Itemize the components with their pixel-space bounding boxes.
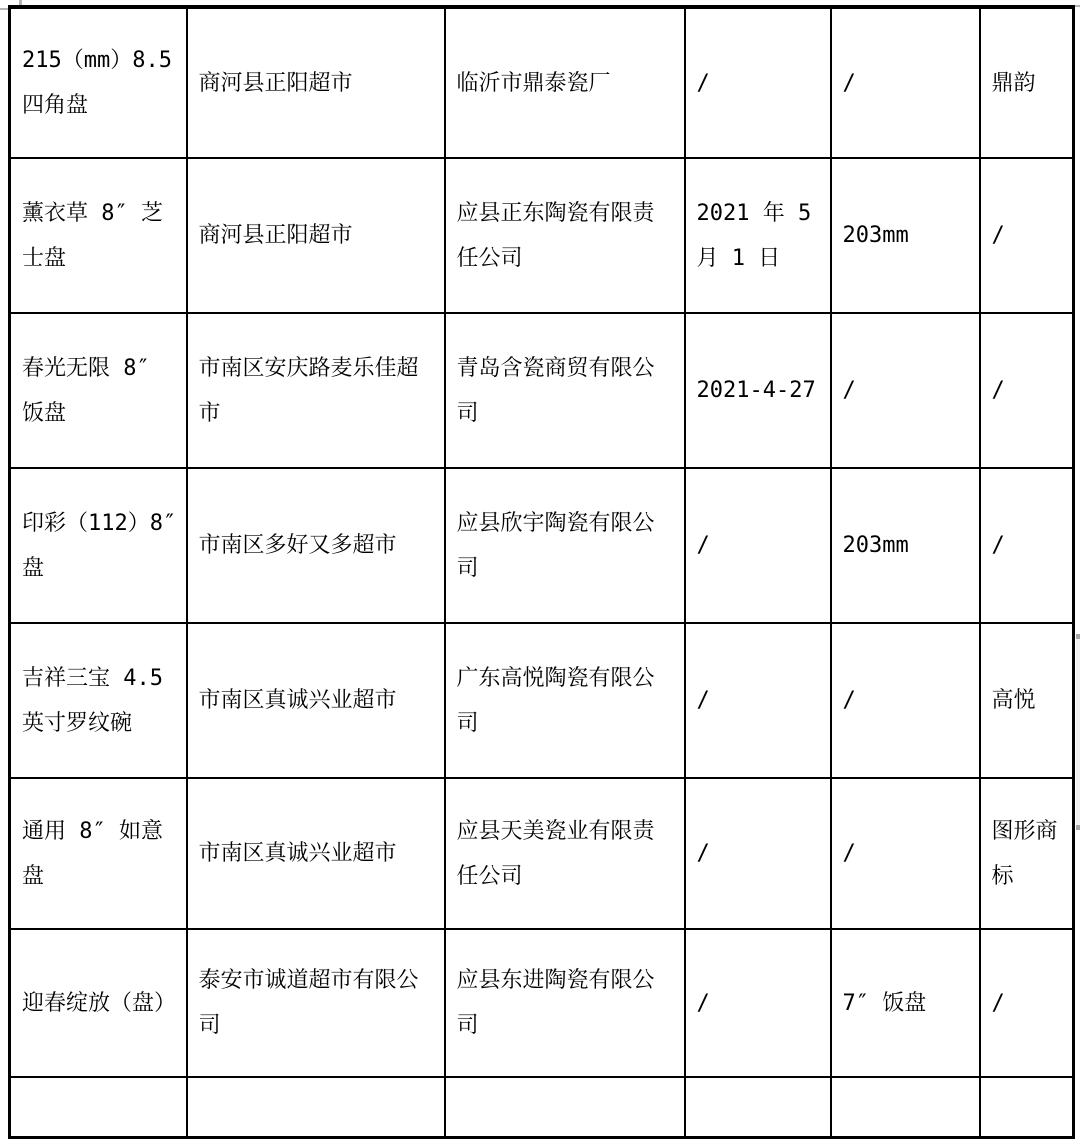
table-cell: 市南区多好又多超市 <box>187 468 445 623</box>
table-cell: 市南区真诚兴业超市 <box>187 778 445 929</box>
table-cell: 市南区真诚兴业超市 <box>187 623 445 778</box>
table-cell: / <box>685 623 831 778</box>
table-cell: 临沂市鼎泰瓷厂 <box>445 7 685 158</box>
table-row <box>10 7 1074 158</box>
table-cell: 迎春绽放（盘） <box>10 929 187 1077</box>
table-cell <box>831 1077 980 1137</box>
table-cell: 应县天美瓷业有限责任公司 <box>445 778 685 929</box>
table-cell: / <box>831 7 980 158</box>
table-cell: 薰衣草 8″ 芝士盘 <box>10 158 187 313</box>
table-row <box>10 1077 1074 1137</box>
table-cell <box>980 1077 1074 1137</box>
table-cell: / <box>685 929 831 1077</box>
table-cell: 鼎韵 <box>980 7 1074 158</box>
table-body <box>10 7 1074 1137</box>
table-cell: / <box>685 468 831 623</box>
table-cell: 203mm <box>831 468 980 623</box>
table-row <box>10 313 1074 468</box>
table-row <box>10 468 1074 623</box>
scrollbar-track[interactable] <box>1076 0 1080 1096</box>
table-cell: 通用 8″ 如意盘 <box>10 778 187 929</box>
table-cell: 7″ 饭盘 <box>831 929 980 1077</box>
table-cell <box>685 1077 831 1137</box>
table-cell: / <box>980 158 1074 313</box>
scrollbar-thumb[interactable] <box>1076 639 1080 825</box>
table-row <box>10 929 1074 1077</box>
table-cell <box>10 1077 187 1137</box>
table-cell: 图形商标 <box>980 778 1074 929</box>
table-cell: / <box>831 313 980 468</box>
table-cell: 商河县正阳超市 <box>187 158 445 313</box>
table-cell: 应县东进陶瓷有限公司 <box>445 929 685 1077</box>
table-cell: / <box>831 778 980 929</box>
table-cell: 203mm <box>831 158 980 313</box>
table-row <box>10 778 1074 929</box>
scrollbar-thumb-cap-bottom[interactable] <box>1076 825 1080 830</box>
table-cell: / <box>980 929 1074 1077</box>
table-cell: 2021 年 5 月 1 日 <box>685 158 831 313</box>
table-cell: / <box>980 468 1074 623</box>
table-cell <box>187 1077 445 1137</box>
table-cell: 高悦 <box>980 623 1074 778</box>
table-cell <box>445 1077 685 1137</box>
table-cell: 泰安市诚道超市有限公司 <box>187 929 445 1077</box>
table-cell: 广东高悦陶瓷有限公司 <box>445 623 685 778</box>
table-cell: 215（mm）8.5 四角盘 <box>10 7 187 158</box>
table-cell: 商河县正阳超市 <box>187 7 445 158</box>
table-cell: 2021-4-27 <box>685 313 831 468</box>
table-cell: 应县正东陶瓷有限责任公司 <box>445 158 685 313</box>
table-cell: 春光无限 8″ 饭盘 <box>10 313 187 468</box>
table-cell: 吉祥三宝 4.5 英寸罗纹碗 <box>10 623 187 778</box>
table-cell: / <box>831 623 980 778</box>
table-cell: / <box>685 7 831 158</box>
table-cell: 应县欣宇陶瓷有限公司 <box>445 468 685 623</box>
table-cell: 青岛含瓷商贸有限公司 <box>445 313 685 468</box>
table-row <box>10 623 1074 778</box>
table-cell: 印彩（112）8″ 盘 <box>10 468 187 623</box>
table-cell: / <box>980 313 1074 468</box>
product-inspection-table <box>8 5 1075 1139</box>
table-cell: 市南区安庆路麦乐佳超市 <box>187 313 445 468</box>
table-row <box>10 158 1074 313</box>
table-cell: / <box>685 778 831 929</box>
